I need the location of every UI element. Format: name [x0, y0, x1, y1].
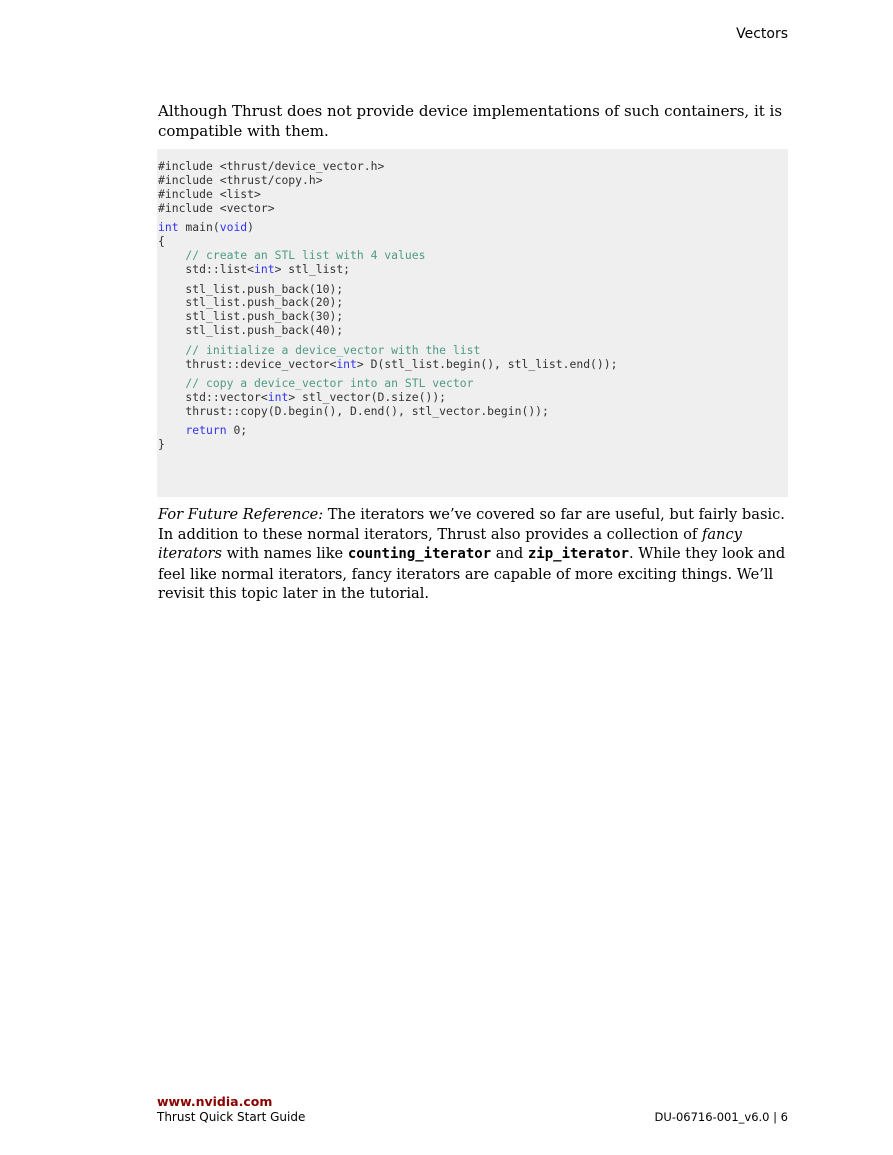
code-text: std::list< [158, 262, 255, 277]
paragraph-text: The iterators we’ve covered so far are useful, but fairly basic. In addition to these normal iterators, Thrust also provides a collection of [158, 506, 785, 543]
code-line: thrust::copy(D.begin(), D.end(), stl_vector.begin()); [158, 404, 549, 418]
code-keyword: int [254, 262, 275, 277]
paragraph-text: with names like [221, 545, 348, 562]
code-text: > D(stl_list.begin(), stl_list.end()); [356, 356, 618, 371]
paragraph-text: . While they look and feel like normal iterators, fancy iterators are capable of more exciting things. We’ll revisit this topic later in the tutorial. [158, 545, 786, 602]
paragraph-text: and [491, 545, 528, 562]
code-comment: // create an STL list with 4 values [158, 248, 426, 263]
code-keyword: return [185, 423, 227, 438]
code-text [158, 423, 185, 437]
code-line: #include <list> [158, 186, 261, 201]
code-line: stl_list.push_back(20); [158, 295, 344, 310]
code-text: std::vector< [158, 390, 268, 405]
code-line-main [158, 221, 788, 235]
code-line: stl_list.push_back(30); [158, 309, 344, 324]
code-line-vector [158, 391, 788, 405]
code-text: > stl_list; [274, 262, 351, 277]
code-line: stl_list.push_back(40); [158, 323, 344, 338]
code-line: stl_list.push_back(10); [158, 281, 344, 296]
zip-iterator-term: zip_iterator [527, 546, 630, 562]
code-text: main( [178, 220, 220, 235]
section-title: Vectors [736, 26, 788, 42]
code-line-device-vector [158, 358, 788, 372]
code-keyword: void [219, 220, 248, 235]
code-line: #include <vector> [158, 200, 275, 215]
future-reference-label: For Future Reference: [158, 506, 324, 523]
code-line: { [158, 234, 165, 249]
code-keyword: int [336, 356, 357, 371]
code-line: } [158, 437, 165, 452]
code-block [157, 149, 788, 497]
code-text: ) [247, 220, 255, 235]
code-line-return [158, 424, 788, 438]
code-line: #include <thrust/device_vector.h> [158, 159, 385, 173]
future-reference-paragraph [158, 505, 790, 604]
code-comment: // initialize a device_vector with the list [158, 342, 481, 357]
footer-doc-id: DU-06716-001_v6.0 | 6 [654, 1110, 788, 1124]
code-keyword: int [158, 220, 179, 235]
code-comment: // copy a device_vector into an STL vector [158, 376, 474, 391]
intro-paragraph: Although Thrust does not provide device implementations of such containers, it is compatible with them. [158, 102, 783, 140]
code-line: #include <thrust/copy.h> [158, 172, 323, 187]
counting-iterator-term: counting_iterator [347, 546, 492, 562]
fancy-iterators-term: fancy iterators [158, 525, 742, 562]
code-text: thrust::device_vector< [158, 356, 337, 371]
code-text: > stl_vector(D.size()); [288, 390, 447, 405]
code-text: 0; [226, 423, 248, 438]
footer-guide-title: Thrust Quick Start Guide [157, 1110, 306, 1124]
code-line-list [158, 263, 788, 277]
code-keyword: int [267, 390, 289, 405]
footer-url-link[interactable]: www.nvidia.com [157, 1094, 273, 1109]
